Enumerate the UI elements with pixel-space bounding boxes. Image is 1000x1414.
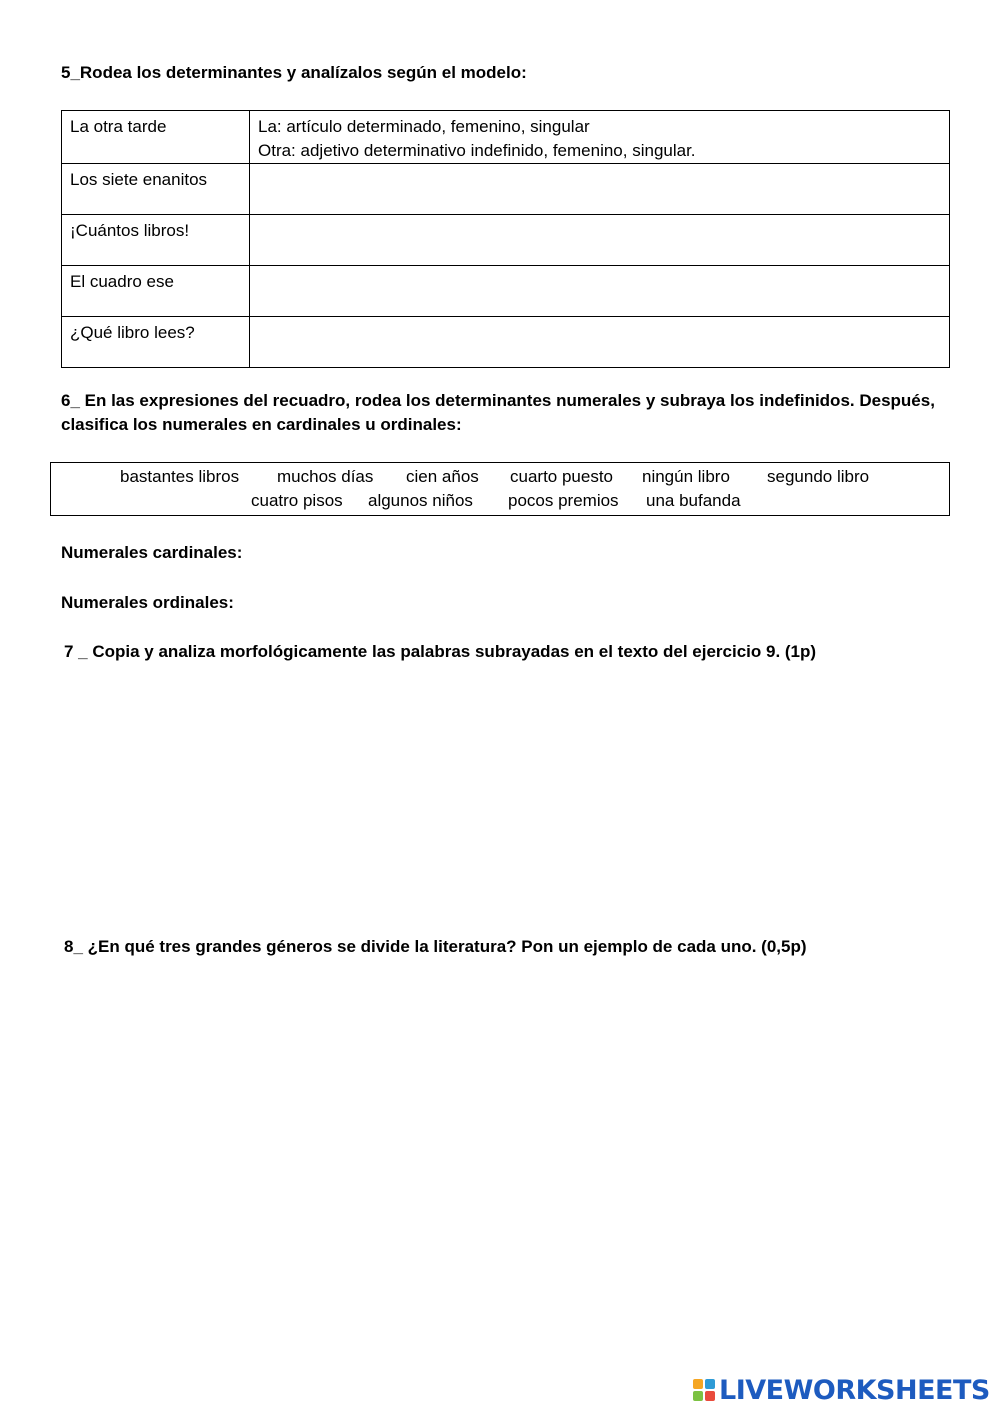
analysis-cell[interactable] — [250, 215, 950, 266]
analysis-cell[interactable] — [250, 317, 950, 368]
table-row — [62, 317, 950, 368]
logo-square — [693, 1379, 703, 1389]
analysis-line: Otra: adjetivo determinativo indefinido, femenino, singular. — [258, 141, 696, 160]
ex5-title: 5_Rodea los determinantes y analízalos según el modelo: — [61, 63, 527, 82]
table-row — [62, 215, 950, 266]
word-item[interactable]: cuarto puesto — [510, 467, 614, 486]
word-item[interactable]: pocos premios — [508, 491, 619, 510]
word-item[interactable]: muchos días — [277, 467, 374, 486]
liveworksheets-logo — [693, 1372, 990, 1408]
phrase-cell: El cuadro ese — [62, 266, 250, 317]
logo-text: LIVEWORKSHEETS — [719, 1374, 990, 1406]
word-item[interactable]: algunos niños — [368, 491, 473, 510]
analysis-cell[interactable] — [250, 164, 950, 215]
ex8-title: 8_ ¿En qué tres grandes géneros se divide la literatura? Pon un ejemplo de cada uno. (0,5p) — [64, 937, 807, 956]
logo-square — [705, 1379, 715, 1389]
analysis-cell[interactable] — [250, 111, 950, 164]
phrase-cell: Los siete enanitos — [62, 164, 250, 215]
word-item[interactable]: segundo libro — [767, 467, 870, 486]
table-row — [62, 164, 950, 215]
table-row — [62, 111, 950, 164]
ex5-table — [61, 110, 950, 368]
logo-square — [705, 1391, 715, 1401]
word-box — [50, 462, 950, 516]
ordinales-label: Numerales ordinales: — [61, 593, 234, 612]
word-item[interactable]: cuatro pisos — [251, 491, 343, 510]
word-item[interactable]: cien años — [406, 467, 479, 486]
logo-square — [693, 1391, 703, 1401]
phrase-cell: ¡Cuántos libros! — [62, 215, 250, 266]
ex6-title-line-1: 6_ En las expresiones del recuadro, rodea los determinantes numerales y subraya los indefinidos. Después, — [61, 391, 935, 410]
ex6-title-line-2: clasifica los numerales en cardinales u ordinales: — [61, 415, 462, 434]
word-item[interactable]: bastantes libros — [120, 467, 240, 486]
ex7-title: 7 _ Copia y analiza morfológicamente las palabras subrayadas en el texto del ejercicio 9. (1p) — [64, 642, 817, 661]
phrase-cell: ¿Qué libro lees? — [62, 317, 250, 368]
cardinales-label: Numerales cardinales: — [61, 543, 243, 562]
word-item[interactable]: ningún libro — [642, 467, 730, 486]
word-item[interactable]: una bufanda — [646, 491, 741, 510]
analysis-line: La: artículo determinado, femenino, singular — [258, 117, 590, 136]
analysis-cell[interactable] — [250, 266, 950, 317]
phrase-cell: La otra tarde — [62, 111, 250, 164]
logo-squares-icon — [693, 1379, 715, 1401]
table-row — [62, 266, 950, 317]
